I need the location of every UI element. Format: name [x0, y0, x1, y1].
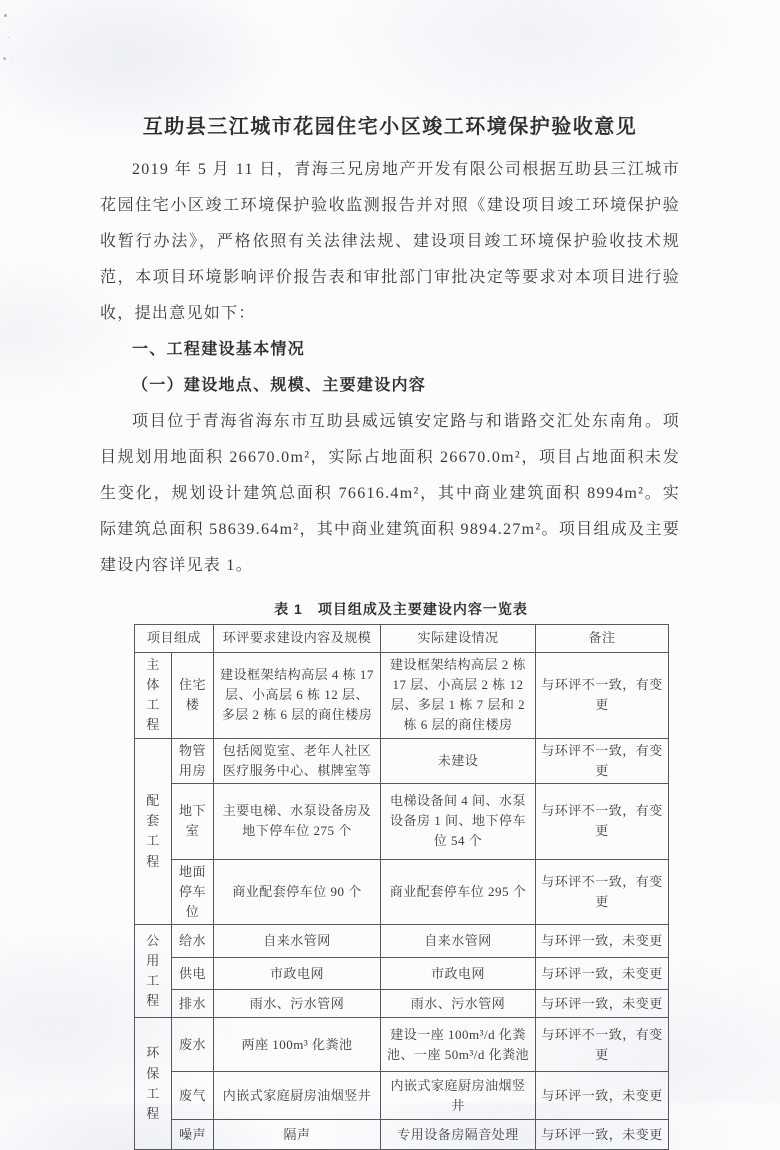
actual-cell: 自来水管网 [381, 925, 536, 958]
item-cell: 供电 [172, 958, 214, 990]
table-header-row [135, 625, 669, 653]
table-row [135, 1072, 669, 1120]
section-heading-project-overview: 一、工程建设基本情况 [132, 341, 306, 358]
group-cell-main-works: 主体工程 [135, 653, 172, 739]
table-row [135, 1018, 669, 1072]
actual-cell: 市政电网 [381, 958, 536, 990]
actual-cell: 雨水、污水管网 [381, 990, 536, 1018]
requirement-cell: 市政电网 [214, 958, 381, 990]
location-paragraph: 项目位于青海省海东市互助县威远镇安定路与和谐路交汇处东南角。项目规划用地面积 26670.0m²，实际占地面积 26670.0m²，项目占地面积未发生变化，规划设计建筑总面积 76616.4m²，其中商业建筑面积 8994m²。实际建筑总面积 58639.64m²，其中商业建筑面积 9894.27m²。项目组成及主要建设内容详见表 1。 [100, 413, 680, 574]
item-cell: 住宅楼 [172, 653, 214, 739]
header-cell-remark: 备注 [536, 625, 669, 653]
remark-cell: 与环评不一致，有变更 [536, 859, 669, 924]
remark-cell: 与环评不一致，有变更 [536, 653, 669, 739]
requirement-cell: 两座 100m³ 化粪池 [214, 1018, 381, 1072]
actual-cell: 内嵌式家庭厨房油烟竖井 [381, 1072, 536, 1120]
intro-paragraph: 2019 年 5 月 11 日，青海三兄房地产开发有限公司根据互助县三江城市花园住宅小区竣工环境保护验收监测报告并对照《建设项目竣工环境保护验收暂行办法》，严格依照有关法律法规、建设项目竣工环境保护验收技术规范，本项目环境影响评价报告表和审批部门审批决定等要求对本项目进行验收，提出意见如下： [100, 161, 680, 322]
remark-cell: 与环评一致，未变更 [536, 990, 669, 1018]
project-composition-table [134, 624, 669, 1150]
requirement-cell: 包括阅览室、老年人社区医疗服务中心、棋牌室等 [214, 738, 381, 783]
table-row [135, 1120, 669, 1150]
item-cell: 地面停车位 [172, 859, 214, 924]
item-cell: 排水 [172, 990, 214, 1018]
actual-cell: 未建设 [381, 738, 536, 783]
subsection-heading-location-scale: （一）建设地点、规模、主要建设内容 [132, 377, 427, 394]
table-row [135, 738, 669, 783]
requirement-cell: 主要电梯、水泵设备房及地下停车位 275 个 [214, 783, 381, 859]
remark-cell: 与环评一致，未变更 [536, 958, 669, 990]
actual-cell: 商业配套停车位 295 个 [381, 859, 536, 924]
actual-cell: 建设一座 100m³/d 化粪池、一座 50m³/d 化粪池 [381, 1018, 536, 1072]
table-row [135, 925, 669, 958]
document-title: 互助县三江城市花园住宅小区竣工环境保护验收意见 [142, 116, 638, 138]
item-cell: 噪声 [172, 1120, 214, 1150]
requirement-cell: 自来水管网 [214, 925, 381, 958]
requirement-cell: 商业配套停车位 90 个 [214, 859, 381, 924]
header-cell-actual: 实际建设情况 [381, 625, 536, 653]
actual-cell: 电梯设备间 4 间、水泵设备房 1 间、地下停车位 54 个 [381, 783, 536, 859]
item-cell: 废水 [172, 1018, 214, 1072]
remark-cell: 与环评一致，未变更 [536, 925, 669, 958]
requirement-cell: 建设框架结构高层 4 栋 17 层、小高层 6 栋 12 层、多层 2 栋 6 层的商住楼房 [214, 653, 381, 739]
actual-cell: 建设框架结构高层 2 栋 17 层、小高层 2 栋 12 层、多层 1 栋 7 层和 2 栋 6 层的商住楼房 [381, 653, 536, 739]
table-caption: 表 1 项目组成及主要建设内容一览表 [274, 601, 528, 617]
table-row [135, 990, 669, 1018]
remark-cell: 与环评不一致，有变更 [536, 1018, 669, 1072]
requirement-cell: 隔声 [214, 1120, 381, 1150]
header-cell-requirement: 环评要求建设内容及规模 [214, 625, 381, 653]
requirement-cell: 雨水、污水管网 [214, 990, 381, 1018]
remark-cell: 与环评一致，未变更 [536, 1072, 669, 1120]
group-cell-environmental-works: 环保工程 [135, 1018, 172, 1150]
actual-cell: 专用设备房隔音处理 [381, 1120, 536, 1150]
remark-cell: 与环评不一致，有变更 [536, 738, 669, 783]
table-row [135, 783, 669, 859]
table-row [135, 958, 669, 990]
group-cell-utility-works: 公用工程 [135, 925, 172, 1018]
remark-cell: 与环评一致，未变更 [536, 1120, 669, 1150]
group-cell-supporting-works: 配套工程 [135, 738, 172, 925]
requirement-cell: 内嵌式家庭厨房油烟竖井 [214, 1072, 381, 1120]
table-row [135, 859, 669, 924]
item-cell: 物管用房 [172, 738, 214, 783]
item-cell: 废气 [172, 1072, 214, 1120]
item-cell: 给水 [172, 925, 214, 958]
item-cell: 地下室 [172, 783, 214, 859]
remark-cell: 与环评不一致，有变更 [536, 783, 669, 859]
header-cell-composition: 项目组成 [135, 625, 214, 653]
table-row [135, 653, 669, 739]
